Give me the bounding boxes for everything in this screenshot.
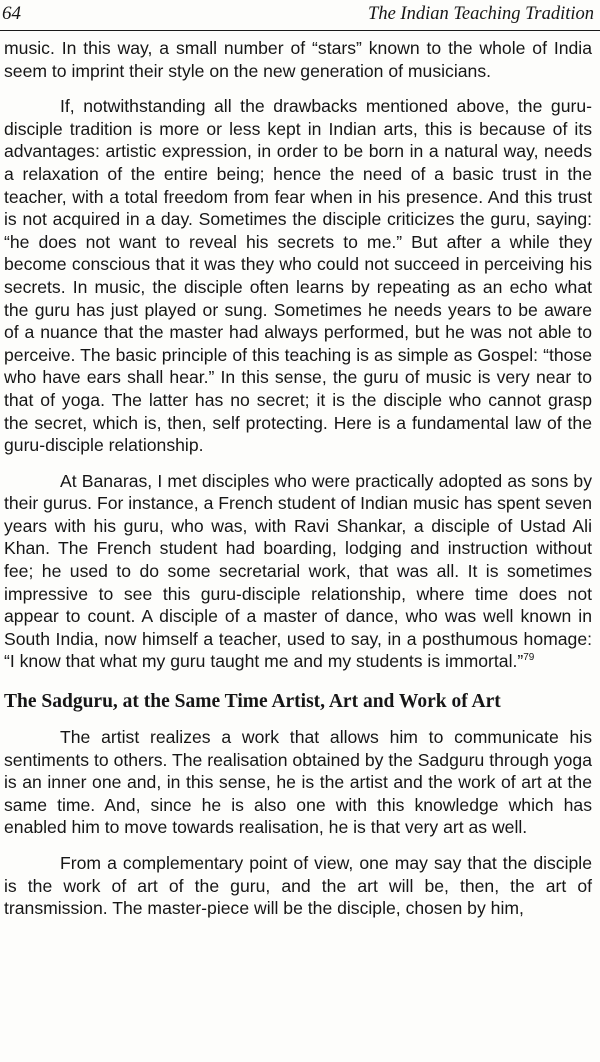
paragraph-text: From a complementary point of view, one may say that the disciple is the work of art of the guru, and the art will be, then, the art of transmission. The master-piece will be the disciple, chosen by him, xyxy=(4,853,592,919)
paragraph-text: music. In this way, a small number of “stars” known to the whole of India seem to imprint their style on the new generation of musicians. xyxy=(4,38,592,81)
running-header xyxy=(0,0,600,31)
paragraph-continuation xyxy=(4,37,592,82)
paragraph-artist-realizes xyxy=(4,726,592,839)
paragraph-text: At Banaras, I met disciples who were practically adopted as sons by their gurus. For instance, a French student of Indian music has spent seven years with his guru, who was, with Ravi Shankar, a disciple of Ustad Ali Khan. The French student had boarding, lodging and instruction without fee; he used to do some secretarial work, that was all. It is sometimes impressive to see this guru-disciple relationship, where time does not appear to count. A disciple of a master of dance, who was well known in South India, now himself a teacher, used to say, in a posthumous homage: “I know that what my guru taught me and my students is immortal.” xyxy=(4,470,592,672)
running-title: The Indian Teaching Tradition xyxy=(368,4,594,24)
section-heading: The Sadguru, at the Same Time Artist, Art and Work of Art xyxy=(4,691,501,713)
paragraph-banaras xyxy=(4,470,592,673)
footnote-reference: 79 xyxy=(523,652,535,664)
paragraph-text: If, notwithstanding all the drawbacks mentioned above, the guru-disciple tradition is more or less kept in Indian arts, this is because of its advantages: artistic expression, in order to be born in a natural way, needs a relaxation of the entire being; hence the need of a basic trust in the teacher, with a total freedom from fear when in his presence. And this trust is not acquired in a day. Sometimes the disciple criticizes the guru, saying: “he does not want to reveal his secrets to me.” But after a while they become conscious that it was they who could not succeed in perceiving his secrets. In music, the disciple often learns by repeating as an echo what the guru has just played or sung. Sometimes he needs years to be aware of a nuance that the master had always performed, but he was not able to perceive. The basic principle of this teaching is as simple as Gospel: “those who have ears shall hear.” In this sense, the guru of music is very near to that of yoga. The latter has no secret; it is the disciple who cannot grasp the secret, which is, then, self protecting. Here is a fundamental law of the guru-disciple relationship. xyxy=(4,96,592,456)
body-text xyxy=(4,37,592,920)
page-number: 64 xyxy=(2,3,21,24)
paragraph-complementary-view xyxy=(4,852,592,920)
paragraph-text: The artist realizes a work that allows him to communicate his sentiments to others. The realisation obtained by the Sadguru through yoga is an inner one and, in this sense, he is the artist and the work of art at the same time. And, since he is also one with this knowledge which has enabled him to move towards realisation, he is that very art as well. xyxy=(4,727,592,838)
paragraph-guru-disciple-tradition xyxy=(4,95,592,457)
